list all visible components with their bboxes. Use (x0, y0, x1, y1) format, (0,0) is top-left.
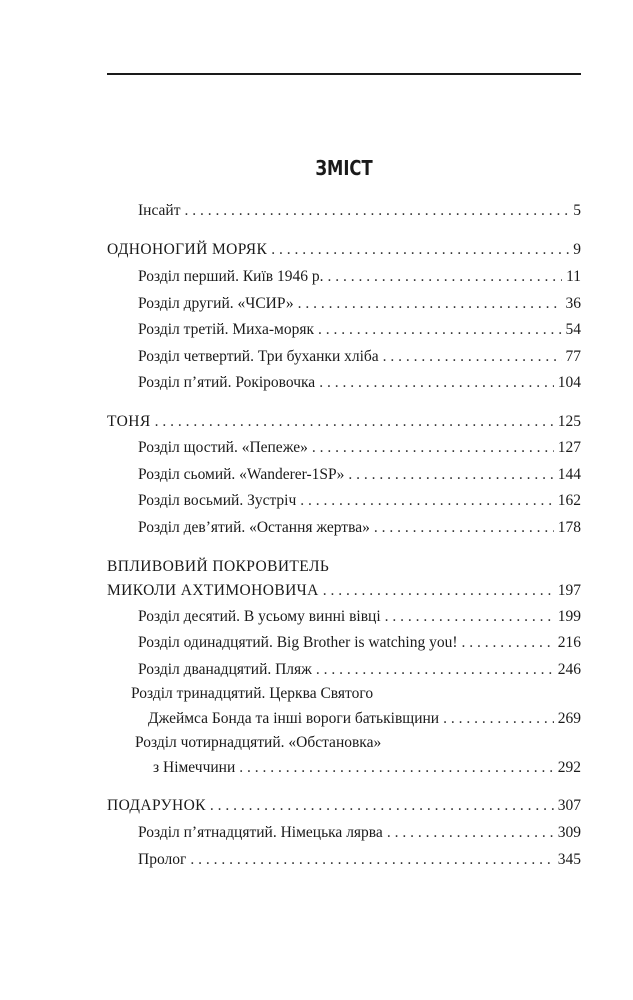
toc-entry[interactable] (138, 439, 581, 457)
toc-part-page: 9 (573, 241, 581, 258)
toc-entry[interactable] (138, 661, 581, 679)
toc-entry-page: 54 (565, 321, 581, 338)
leader-dots (385, 608, 554, 626)
toc-entry-page: 36 (565, 295, 581, 312)
toc-entry-label: Розділ четвертий. Три буханки хліба (138, 348, 379, 365)
leader-dots (300, 492, 553, 510)
toc-entry-page: 216 (557, 634, 581, 651)
leader-dots (210, 797, 554, 815)
toc-entry-label: Розділ дванадцятий. Пляж (138, 661, 312, 678)
toc-entry-label: Розділ дев’ятий. «Остання жертва» (138, 519, 370, 536)
leader-dots (155, 413, 554, 431)
toc-entry[interactable] (138, 202, 581, 220)
toc-entry-page: 162 (557, 492, 581, 509)
toc-entry-label: Пролог (138, 851, 187, 868)
toc-entry[interactable] (138, 348, 581, 366)
toc-entry-page: 269 (557, 710, 581, 727)
toc-entry[interactable] (153, 759, 581, 777)
toc-entry-label: Розділ третій. Миха-моряк (138, 321, 314, 338)
toc-entry-page: 11 (566, 268, 581, 285)
toc-entry-page: 144 (557, 466, 581, 483)
toc-entry-label: Розділ щостий. «Пепеже» (138, 439, 308, 456)
toc-entry[interactable] (138, 268, 581, 286)
toc-entry-page: 178 (557, 519, 581, 536)
toc-entry[interactable] (138, 374, 581, 392)
leader-dots (190, 851, 553, 869)
toc-entry-label: Розділ восьмий. Зустріч (138, 492, 297, 509)
toc-entry-page: 77 (565, 348, 581, 365)
leader-dots (271, 241, 569, 259)
toc-part-label: ПОДАРУНОК (107, 797, 206, 814)
toc-part-label: МИКОЛИ АХТИМОНОВИЧА (107, 582, 319, 599)
toc-entry-label: Розділ десятий. В усьому винні вівці (138, 608, 381, 625)
leader-dots (462, 634, 554, 652)
toc-entry-label: Розділ сьомий. «Wanderer-1SP» (138, 466, 345, 483)
leader-dots (383, 348, 562, 366)
toc-part[interactable] (107, 241, 581, 259)
toc-entry[interactable] (138, 634, 581, 652)
leader-dots (316, 661, 554, 679)
leader-dots (312, 439, 554, 457)
toc-entry-page: 309 (557, 824, 581, 841)
toc-entry-label: Розділ перший. Київ 1946 р. (138, 268, 324, 285)
toc-entry-page: 345 (557, 851, 581, 868)
toc-entry-page: 104 (557, 374, 581, 391)
toc-entry-page: 5 (573, 202, 581, 219)
toc-entry[interactable] (138, 608, 581, 626)
leader-dots (239, 759, 553, 777)
toc-part-page: 307 (557, 797, 581, 814)
toc-entry-label-line1[interactable]: Розділ чотирнадцятий. «Обстановка» (135, 734, 382, 751)
leader-dots (298, 295, 562, 313)
toc-entry[interactable] (138, 824, 581, 842)
leader-dots (374, 519, 554, 537)
toc-entry[interactable] (138, 492, 581, 510)
toc-part-label: ТОНЯ (107, 413, 151, 430)
toc-entry[interactable] (138, 851, 581, 869)
toc-entry-page: 292 (557, 759, 581, 776)
toc-entry[interactable] (148, 710, 581, 728)
leader-dots (387, 824, 554, 842)
toc-entry-label: Розділ другий. «ЧСИР» (138, 295, 294, 312)
leader-dots (348, 466, 553, 484)
page-title: ЗМІСТ (315, 156, 373, 180)
toc-part[interactable] (107, 413, 581, 431)
toc-entry-label: Інсайт (138, 202, 181, 219)
leader-dots (318, 321, 562, 339)
leader-dots (184, 202, 569, 220)
toc-part-label-line1[interactable]: ВПЛИВОВИЙ ПОКРОВИТЕЛЬ (107, 558, 330, 575)
toc-entry-label: з Німеччини (153, 759, 236, 776)
toc-entry[interactable] (138, 466, 581, 484)
toc-entry-label-line1[interactable]: Розділ тринадцятий. Церква Святого (131, 685, 374, 702)
toc-entry-label: Розділ п’ятий. Рокіровочка (138, 374, 316, 391)
header-rule (107, 73, 581, 75)
toc-entry-page: 199 (557, 608, 581, 625)
toc-part-page: 125 (557, 413, 581, 430)
toc-entry-page: 246 (557, 661, 581, 678)
toc-part[interactable] (107, 797, 581, 815)
toc-part-label: ОДНОНОГИЙ МОРЯК (107, 241, 268, 258)
toc-part[interactable] (107, 582, 581, 600)
leader-dots (323, 582, 554, 600)
toc-entry-label: Джеймса Бонда та інші вороги батьківщини (148, 710, 440, 727)
leader-dots (327, 268, 562, 286)
toc-entry[interactable] (138, 321, 581, 339)
toc-entry-label: Розділ одинадцятий. Big Brother is watching you! (138, 634, 458, 651)
toc-entry-label: Розділ п’ятнадцятий. Німецька лярва (138, 824, 383, 841)
leader-dots (443, 710, 554, 728)
toc-entry[interactable] (138, 295, 581, 313)
toc-entry-page: 127 (557, 439, 581, 456)
toc-part-page: 197 (557, 582, 581, 599)
toc-entry[interactable] (138, 519, 581, 537)
leader-dots (319, 374, 554, 392)
